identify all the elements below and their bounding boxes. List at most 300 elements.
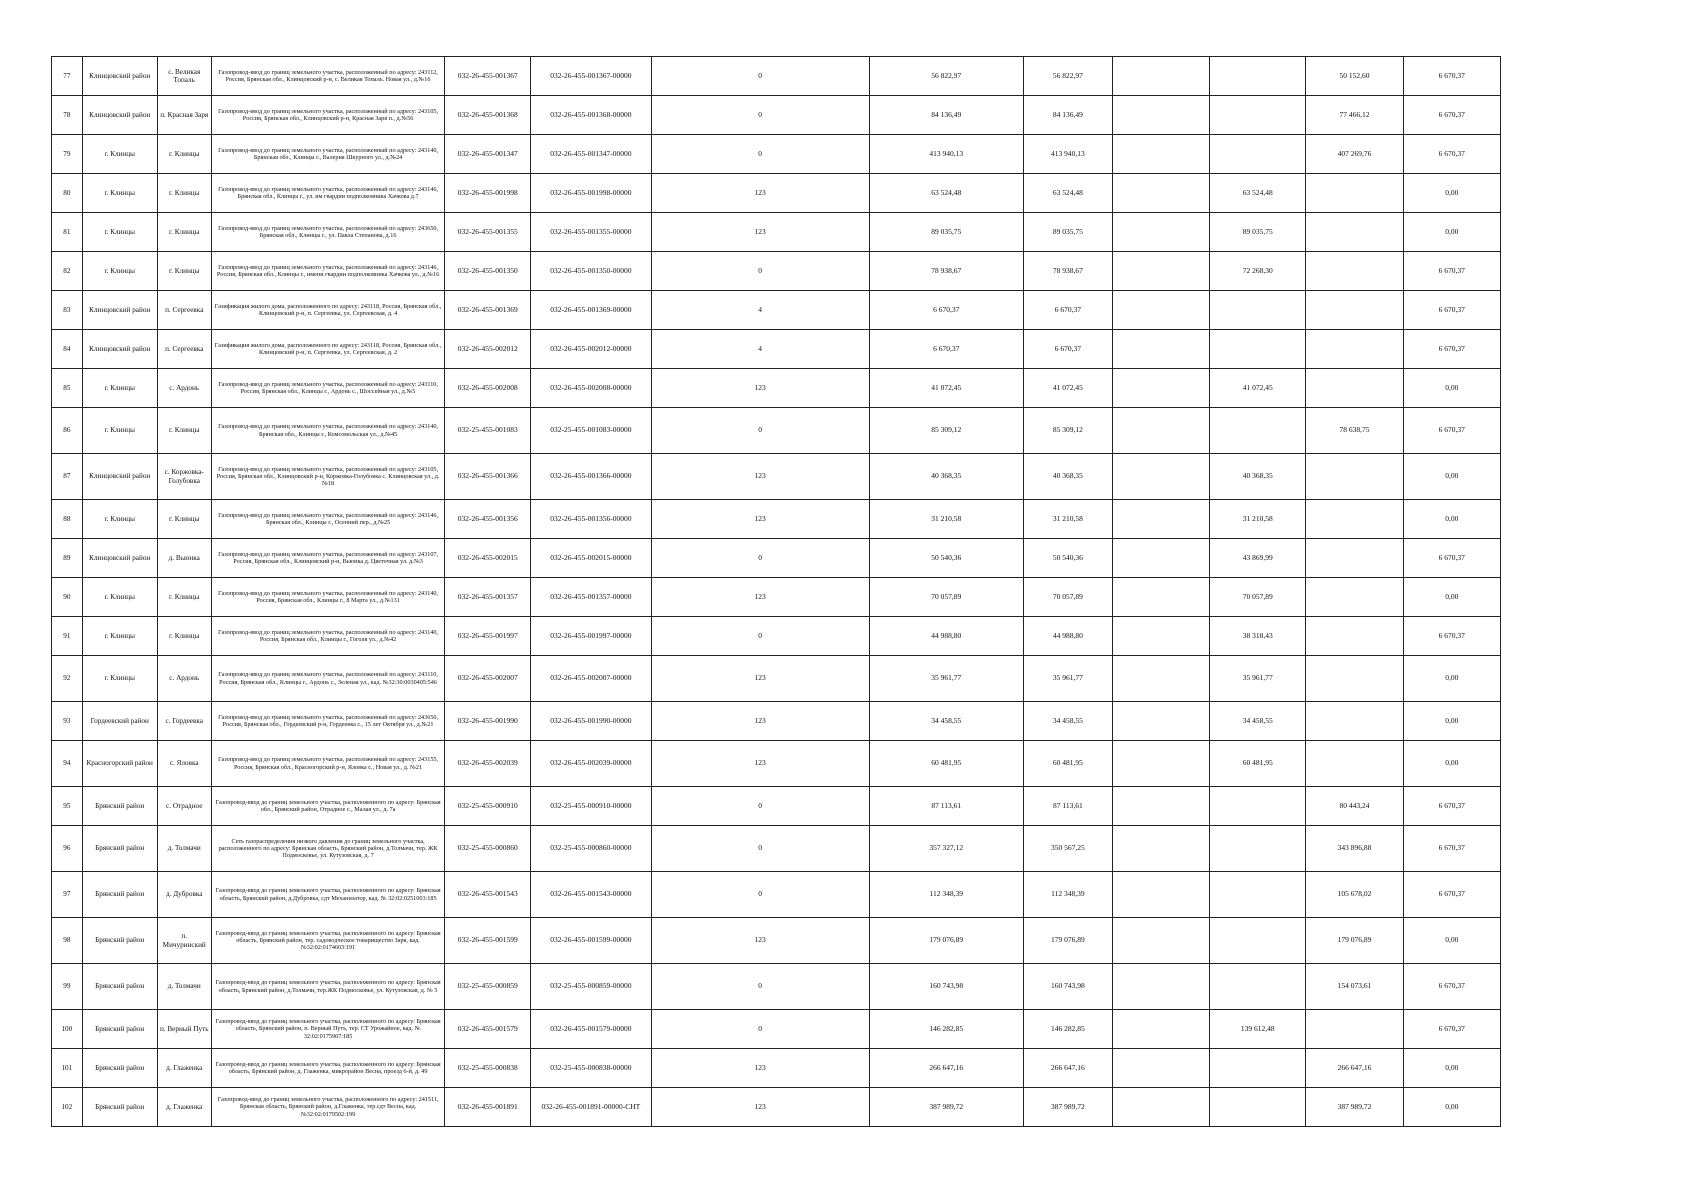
total-cost-cell: 34 458,55	[869, 702, 1023, 741]
amount-col-2-cell	[1210, 135, 1306, 174]
table-row	[52, 918, 1501, 964]
object-code-cell: 032-26-455-001355	[445, 213, 531, 252]
cost-cell: 179 076,89	[1023, 918, 1112, 964]
amount-col-4-cell: 6 670,37	[1403, 964, 1500, 1010]
locality-cell: п. Красная Заря	[157, 96, 211, 135]
object-full-code-cell: 032-25-455-000838-00000	[531, 1049, 652, 1088]
amount-col-3-cell	[1306, 174, 1403, 213]
amount-col-3-cell	[1306, 617, 1403, 656]
table-body	[52, 57, 1501, 1127]
cost-cell: 78 938,67	[1023, 252, 1112, 291]
object-description-cell: Газопровод-ввод до границ земельного участка, расположенного по адресу: Брянская область, Брянский район, д.Толмачи, тер.ЖК Подмосковье, ул. Кутузовская, д. № 5	[211, 964, 445, 1010]
object-code-cell: 032-26-455-001368	[445, 96, 531, 135]
object-description-cell: Газопровод-ввод до границ земельного участка, расположенный по адресу: 243110, Россия, Брянская обл., Клинцы г., Ардонь с., Зеленая ул., кад. №32:30:0030405:546	[211, 656, 445, 702]
object-full-code-cell: 032-26-455-001355-00000	[531, 213, 652, 252]
object-full-code-cell: 032-26-455-002008-00000	[531, 369, 652, 408]
amount-col-3-cell	[1306, 369, 1403, 408]
district-cell: Брянский район	[82, 1088, 157, 1127]
total-cost-cell: 85 309,12	[869, 408, 1023, 454]
category-cell: 0	[651, 964, 869, 1010]
amount-col-2-cell	[1210, 1049, 1306, 1088]
object-description-cell: Газификация жилого дома, расположенного по адресу: 243118, Россия, Брянская обл., Клинцовский р-н, п. Сергеевка, ул. Сергеевская, д. 4	[211, 291, 445, 330]
total-cost-cell: 179 076,89	[869, 918, 1023, 964]
locality-cell: г. Клинцы	[157, 617, 211, 656]
total-cost-cell: 112 348,39	[869, 872, 1023, 918]
object-full-code-cell: 032-26-455-002015-00000	[531, 539, 652, 578]
total-cost-cell: 266 647,16	[869, 1049, 1023, 1088]
locality-cell: г. Клинцы	[157, 174, 211, 213]
object-code-cell: 032-25-455-000859	[445, 964, 531, 1010]
object-description-cell: Газопровод-ввод до границ земельного участка, расположенный по адресу: 243140, Россия, Брянская обл., Клинцы г., 8 Марта ул., д.№131	[211, 578, 445, 617]
amount-col-1-cell	[1112, 1049, 1209, 1088]
object-description-cell: Газопровод-ввод до границ земельного участка, расположенный по адресу: 243110, Россия, Брянская обл., Клинцы г., Ардонь с., Шоссейная ул., д.№5	[211, 369, 445, 408]
table-row	[52, 369, 1501, 408]
amount-col-2-cell	[1210, 964, 1306, 1010]
total-cost-cell: 44 988,80	[869, 617, 1023, 656]
locality-cell: п. Сергеевка	[157, 291, 211, 330]
total-cost-cell: 357 327,12	[869, 826, 1023, 872]
amount-col-3-cell	[1306, 702, 1403, 741]
cost-cell: 50 540,36	[1023, 539, 1112, 578]
locality-cell: с. Великая Топаль	[157, 57, 211, 96]
total-cost-cell: 63 524,48	[869, 174, 1023, 213]
object-description-cell: Газопровод-ввод до границ земельного участка, расположенный по адресу: 243107, Россия, Брянская обл., Клинцовский р-н, Вьюнка д. Цветочная ул. д.№3	[211, 539, 445, 578]
cost-cell: 44 988,80	[1023, 617, 1112, 656]
district-cell: Брянский район	[82, 826, 157, 872]
amount-col-2-cell: 89 035,75	[1210, 213, 1306, 252]
amount-col-2-cell	[1210, 408, 1306, 454]
object-code-cell: 032-26-455-001891	[445, 1088, 531, 1127]
amount-col-4-cell: 0,00	[1403, 174, 1500, 213]
object-full-code-cell: 032-26-455-001369-00000	[531, 291, 652, 330]
object-description-cell: Газопровод-ввод до границ земельного участка, расположенный по адресу: 243650, Брянская обл., Клинцы г., ул. Павла Степанова, д.16	[211, 213, 445, 252]
amount-col-2-cell: 40 368,35	[1210, 454, 1306, 500]
district-cell: Брянский район	[82, 964, 157, 1010]
object-code-cell: 032-26-455-001599	[445, 918, 531, 964]
district-cell: Клинцовский район	[82, 539, 157, 578]
object-description-cell: Сеть газораспределения низкого давления до границ земельного участка, расположенного по адресу: Брянская область, Брянский район, д.Толмачи, тер. ЖК Подмосковье, ул. Кутузовская, д. 7	[211, 826, 445, 872]
object-description-cell: Газопровод-ввод до границ земельного участка, расположенный по адресу: 243650, Россия, Брянская обл., Гордеевский р-н, Гордеевка с., 15 лет Октября ул., д.№21	[211, 702, 445, 741]
amount-col-3-cell: 387 989,72	[1306, 1088, 1403, 1127]
row-number: 84	[52, 330, 83, 369]
locality-cell: г. Клинцы	[157, 252, 211, 291]
amount-col-2-cell: 34 458,55	[1210, 702, 1306, 741]
amount-col-1-cell	[1112, 1088, 1209, 1127]
amount-col-3-cell: 343 896,88	[1306, 826, 1403, 872]
district-cell: г. Клинцы	[82, 213, 157, 252]
district-cell: Красногорский район	[82, 741, 157, 787]
amount-col-4-cell: 6 670,37	[1403, 330, 1500, 369]
amount-col-4-cell: 6 670,37	[1403, 135, 1500, 174]
row-number: 98	[52, 918, 83, 964]
total-cost-cell: 50 540,36	[869, 539, 1023, 578]
row-number: 77	[52, 57, 83, 96]
category-cell: 123	[651, 213, 869, 252]
district-cell: Брянский район	[82, 787, 157, 826]
table-row	[52, 702, 1501, 741]
object-description-cell: Газопровод-ввод до границ земельного участка, расположенный по адресу: 243112, Россия, Брянская обл., Клинцовский р-н, с. Великая Топаль. Новая ул., д.№16	[211, 57, 445, 96]
amount-col-1-cell	[1112, 291, 1209, 330]
object-description-cell: Газопровод-ввод до границ земельного участка, расположенный по адресу: 243140, Брянская обл., Клинцы г., Комсомольская ул., д.№45	[211, 408, 445, 454]
amount-col-3-cell	[1306, 252, 1403, 291]
table-row	[52, 872, 1501, 918]
amount-col-2-cell	[1210, 918, 1306, 964]
total-cost-cell: 41 072,45	[869, 369, 1023, 408]
district-cell: г. Клинцы	[82, 578, 157, 617]
amount-col-4-cell: 0,00	[1403, 454, 1500, 500]
object-full-code-cell: 032-26-455-001368-00000	[531, 96, 652, 135]
object-full-code-cell: 032-26-455-001347-00000	[531, 135, 652, 174]
object-code-cell: 032-26-455-001579	[445, 1010, 531, 1049]
object-code-cell: 032-26-455-001357	[445, 578, 531, 617]
district-cell: г. Клинцы	[82, 408, 157, 454]
object-description-cell: Газопровод-ввод до границ земельного участка, расположенный по адресу: 243146, Россия, Брянская обл., Клинцы г., имени гвардии подполковника Хачкова ул., д.№16	[211, 252, 445, 291]
row-number: 99	[52, 964, 83, 1010]
object-full-code-cell: 032-25-455-000860-00000	[531, 826, 652, 872]
amount-col-1-cell	[1112, 578, 1209, 617]
cost-cell: 40 368,35	[1023, 454, 1112, 500]
cost-cell: 266 647,16	[1023, 1049, 1112, 1088]
amount-col-4-cell: 0,00	[1403, 213, 1500, 252]
amount-col-3-cell	[1306, 539, 1403, 578]
locality-cell: с. Отрадное	[157, 787, 211, 826]
amount-col-3-cell: 154 073,61	[1306, 964, 1403, 1010]
cost-cell: 6 670,37	[1023, 330, 1112, 369]
total-cost-cell: 6 670,37	[869, 330, 1023, 369]
amount-col-1-cell	[1112, 135, 1209, 174]
locality-cell: г. Клинцы	[157, 500, 211, 539]
amount-col-3-cell	[1306, 454, 1403, 500]
table-row	[52, 57, 1501, 96]
row-number: 79	[52, 135, 83, 174]
row-number: 95	[52, 787, 83, 826]
locality-cell: г. Клинцы	[157, 213, 211, 252]
amount-col-3-cell	[1306, 741, 1403, 787]
amount-col-1-cell	[1112, 656, 1209, 702]
object-full-code-cell: 032-26-455-001891-00000-СНТ	[531, 1088, 652, 1127]
district-cell: Клинцовский район	[82, 330, 157, 369]
table-row	[52, 578, 1501, 617]
amount-col-4-cell: 0,00	[1403, 741, 1500, 787]
category-cell: 0	[651, 135, 869, 174]
row-number: 80	[52, 174, 83, 213]
object-description-cell: Газопровод-ввод до границ земельного участка, расположенный по адресу: 243146, Брянская обл., Клинцы г., ул. им гвардии подполковника Хачкова д.7	[211, 174, 445, 213]
amount-col-2-cell	[1210, 787, 1306, 826]
amount-col-2-cell: 139 612,48	[1210, 1010, 1306, 1049]
amount-col-4-cell: 6 670,37	[1403, 252, 1500, 291]
amount-col-2-cell: 72 268,30	[1210, 252, 1306, 291]
locality-cell: с. Коржовка-Голубовка	[157, 454, 211, 500]
amount-col-2-cell	[1210, 872, 1306, 918]
amount-col-2-cell	[1210, 826, 1306, 872]
object-full-code-cell: 032-26-455-001367-00000	[531, 57, 652, 96]
table-row	[52, 252, 1501, 291]
cost-cell: 89 035,75	[1023, 213, 1112, 252]
object-full-code-cell: 032-25-455-000910-00000	[531, 787, 652, 826]
district-cell: г. Клинцы	[82, 135, 157, 174]
row-number: 86	[52, 408, 83, 454]
cost-cell: 160 743,98	[1023, 964, 1112, 1010]
row-number: 92	[52, 656, 83, 702]
locality-cell: д. Толмачи	[157, 964, 211, 1010]
cost-cell: 6 670,37	[1023, 291, 1112, 330]
category-cell: 0	[651, 408, 869, 454]
row-number: 100	[52, 1010, 83, 1049]
table-row	[52, 174, 1501, 213]
total-cost-cell: 78 938,67	[869, 252, 1023, 291]
category-cell: 0	[651, 252, 869, 291]
total-cost-cell: 6 670,37	[869, 291, 1023, 330]
object-code-cell: 032-26-455-001347	[445, 135, 531, 174]
object-full-code-cell: 032-25-455-000859-00000	[531, 964, 652, 1010]
object-full-code-cell: 032-26-455-001366-00000	[531, 454, 652, 500]
amount-col-3-cell	[1306, 213, 1403, 252]
object-full-code-cell: 032-26-455-002039-00000	[531, 741, 652, 787]
row-number: 97	[52, 872, 83, 918]
table-row	[52, 408, 1501, 454]
amount-col-4-cell: 0,00	[1403, 578, 1500, 617]
amount-col-1-cell	[1112, 787, 1209, 826]
cost-cell: 84 136,49	[1023, 96, 1112, 135]
amount-col-1-cell	[1112, 617, 1209, 656]
table-row	[52, 454, 1501, 500]
total-cost-cell: 413 940,13	[869, 135, 1023, 174]
amount-col-4-cell: 6 670,37	[1403, 539, 1500, 578]
table-row	[52, 291, 1501, 330]
district-cell: г. Клинцы	[82, 500, 157, 539]
amount-col-1-cell	[1112, 369, 1209, 408]
category-cell: 0	[651, 617, 869, 656]
amount-col-1-cell	[1112, 330, 1209, 369]
locality-cell: д. Глаженка	[157, 1088, 211, 1127]
object-full-code-cell: 032-26-455-001357-00000	[531, 578, 652, 617]
total-cost-cell: 56 822,97	[869, 57, 1023, 96]
amount-col-1-cell	[1112, 826, 1209, 872]
amount-col-3-cell: 77 466,12	[1306, 96, 1403, 135]
district-cell: Клинцовский район	[82, 291, 157, 330]
object-code-cell: 032-26-455-001997	[445, 617, 531, 656]
category-cell: 4	[651, 330, 869, 369]
amount-col-1-cell	[1112, 1010, 1209, 1049]
object-description-cell: Газопровод-ввод до границ земельного участка, расположенный по адресу: 243105, Россия, Брянская обл., Клинцовский р-н, Коржовка-Голубовка с. Клинцовская ул., д.№18	[211, 454, 445, 500]
cost-cell: 350 567,25	[1023, 826, 1112, 872]
amount-col-1-cell	[1112, 174, 1209, 213]
category-cell: 123	[651, 1049, 869, 1088]
object-full-code-cell: 032-26-455-001599-00000	[531, 918, 652, 964]
amount-col-3-cell	[1306, 330, 1403, 369]
amount-col-1-cell	[1112, 872, 1209, 918]
table-row	[52, 826, 1501, 872]
object-full-code-cell: 032-26-455-001579-00000	[531, 1010, 652, 1049]
object-description-cell: Газопровод-ввод до границ земельного участка, расположенный по адресу: 243155, Россия, Брянская обл., Красногорский р-н, Яловка с., Новая ул., д. №21	[211, 741, 445, 787]
cost-cell: 146 282,85	[1023, 1010, 1112, 1049]
locality-cell: г. Клинцы	[157, 408, 211, 454]
object-description-cell: Газопровод-ввод до границ земельного участка, расположенного по адресу: Брянская обл., Брянский район, Отрадное с., Малая ул., д. 7а	[211, 787, 445, 826]
amount-col-3-cell	[1306, 1010, 1403, 1049]
row-number: 82	[52, 252, 83, 291]
object-code-cell: 032-26-455-001998	[445, 174, 531, 213]
object-code-cell: 032-25-455-000838	[445, 1049, 531, 1088]
amount-col-1-cell	[1112, 408, 1209, 454]
district-cell: г. Клинцы	[82, 174, 157, 213]
cost-cell: 413 940,13	[1023, 135, 1112, 174]
amount-col-4-cell: 6 670,37	[1403, 57, 1500, 96]
category-cell: 123	[651, 656, 869, 702]
locality-cell: п. Мичуринский	[157, 918, 211, 964]
amount-col-1-cell	[1112, 702, 1209, 741]
amount-col-3-cell	[1306, 500, 1403, 539]
amount-col-3-cell: 78 638,75	[1306, 408, 1403, 454]
object-description-cell: Газопровод-ввод до границ земельного участка, расположенного по адресу: Брянская область, Брянский район, п. Верный Путь, тер. СТ Урожайное, кад. № 32:02:0175907:185	[211, 1010, 445, 1049]
amount-col-1-cell	[1112, 454, 1209, 500]
locality-cell: д. Вьюнка	[157, 539, 211, 578]
category-cell: 123	[651, 369, 869, 408]
amount-col-2-cell	[1210, 57, 1306, 96]
object-code-cell: 032-26-455-001543	[445, 872, 531, 918]
object-code-cell: 032-26-455-002012	[445, 330, 531, 369]
row-number: 87	[52, 454, 83, 500]
district-cell: Клинцовский район	[82, 57, 157, 96]
table-row	[52, 1010, 1501, 1049]
amount-col-3-cell: 80 443,24	[1306, 787, 1403, 826]
object-full-code-cell: 032-26-455-002012-00000	[531, 330, 652, 369]
total-cost-cell: 84 136,49	[869, 96, 1023, 135]
district-cell: г. Клинцы	[82, 656, 157, 702]
amount-col-4-cell: 6 670,37	[1403, 826, 1500, 872]
locality-cell: г. Клинцы	[157, 578, 211, 617]
cost-cell: 85 309,12	[1023, 408, 1112, 454]
amount-col-4-cell: 0,00	[1403, 1088, 1500, 1127]
amount-col-1-cell	[1112, 252, 1209, 291]
category-cell: 0	[651, 539, 869, 578]
amount-col-4-cell: 0,00	[1403, 656, 1500, 702]
district-cell: г. Клинцы	[82, 369, 157, 408]
locality-cell: п. Сергеевка	[157, 330, 211, 369]
amount-col-1-cell	[1112, 500, 1209, 539]
amount-col-2-cell: 43 869,99	[1210, 539, 1306, 578]
total-cost-cell: 146 282,85	[869, 1010, 1023, 1049]
document-sheet	[51, 56, 1501, 1127]
amount-col-3-cell	[1306, 578, 1403, 617]
category-cell: 0	[651, 872, 869, 918]
amount-col-4-cell: 0,00	[1403, 1049, 1500, 1088]
district-cell: Клинцовский район	[82, 454, 157, 500]
amount-col-2-cell	[1210, 291, 1306, 330]
amount-col-4-cell: 0,00	[1403, 702, 1500, 741]
total-cost-cell: 60 481,95	[869, 741, 1023, 787]
total-cost-cell: 89 035,75	[869, 213, 1023, 252]
row-number: 85	[52, 369, 83, 408]
object-code-cell: 032-26-455-002039	[445, 741, 531, 787]
amount-col-4-cell: 6 670,37	[1403, 872, 1500, 918]
locality-cell: д. Дубровка	[157, 872, 211, 918]
object-description-cell: Газопровод-ввод до границ земельного участка, расположенного по адресу: Брянская область, Брянский район, тер. садоводческое товарищество Заря, кад. №32:02:0174603:191	[211, 918, 445, 964]
amount-col-3-cell: 50 152,60	[1306, 57, 1403, 96]
total-cost-cell: 87 113,61	[869, 787, 1023, 826]
cost-cell: 41 072,45	[1023, 369, 1112, 408]
object-code-cell: 032-25-455-001083	[445, 408, 531, 454]
amount-col-4-cell: 0,00	[1403, 500, 1500, 539]
cost-cell: 60 481,95	[1023, 741, 1112, 787]
category-cell: 0	[651, 1010, 869, 1049]
row-number: 88	[52, 500, 83, 539]
amount-col-4-cell: 6 670,37	[1403, 1010, 1500, 1049]
object-code-cell: 032-26-455-001356	[445, 500, 531, 539]
category-cell: 123	[651, 578, 869, 617]
amount-col-3-cell	[1306, 291, 1403, 330]
category-cell: 123	[651, 174, 869, 213]
table-row	[52, 964, 1501, 1010]
locality-cell: г. Клинцы	[157, 135, 211, 174]
category-cell: 0	[651, 826, 869, 872]
row-number: 78	[52, 96, 83, 135]
amount-col-1-cell	[1112, 57, 1209, 96]
amount-col-2-cell: 38 318,43	[1210, 617, 1306, 656]
row-number: 101	[52, 1049, 83, 1088]
locality-cell: с. Гордеевка	[157, 702, 211, 741]
object-description-cell: Газопровод-ввод до границ земельного участка, расположенного по адресу: Брянская область, Брянский район, д. Глаженка, микрорайон Весна, проезд 6-й, д. 49	[211, 1049, 445, 1088]
cost-cell: 35 961,77	[1023, 656, 1112, 702]
row-number: 93	[52, 702, 83, 741]
amount-col-1-cell	[1112, 964, 1209, 1010]
category-cell: 4	[651, 291, 869, 330]
object-code-cell: 032-26-455-002015	[445, 539, 531, 578]
cost-cell: 70 057,89	[1023, 578, 1112, 617]
amount-col-4-cell: 0,00	[1403, 369, 1500, 408]
object-code-cell: 032-26-455-001350	[445, 252, 531, 291]
object-description-cell: Газопровод-ввод до границ земельного участка, расположенный по адресу: 243140, Брянская обл., Клинцы г., Валерия Шкурного ул., д.№24	[211, 135, 445, 174]
amount-col-4-cell: 6 670,37	[1403, 787, 1500, 826]
object-full-code-cell: 032-26-455-002007-00000	[531, 656, 652, 702]
category-cell: 0	[651, 57, 869, 96]
locality-cell: с. Ардонь	[157, 369, 211, 408]
table-row	[52, 500, 1501, 539]
cost-cell: 34 458,55	[1023, 702, 1112, 741]
table-row	[52, 617, 1501, 656]
object-code-cell: 032-26-455-001367	[445, 57, 531, 96]
total-cost-cell: 35 961,77	[869, 656, 1023, 702]
row-number: 91	[52, 617, 83, 656]
table-row	[52, 656, 1501, 702]
amount-col-2-cell	[1210, 1088, 1306, 1127]
cost-cell: 87 113,61	[1023, 787, 1112, 826]
object-full-code-cell: 032-26-455-001543-00000	[531, 872, 652, 918]
object-code-cell: 032-26-455-001990	[445, 702, 531, 741]
locality-cell: д. Толмачи	[157, 826, 211, 872]
object-description-cell: Газификация жилого дома, расположенного по адресу: 243118, Россия, Брянская обл., Клинцовский р-н, п. Сергеевка, ул. Сергеевская, д. 2	[211, 330, 445, 369]
object-code-cell: 032-26-455-001369	[445, 291, 531, 330]
locality-cell: с. Ардонь	[157, 656, 211, 702]
row-number: 102	[52, 1088, 83, 1127]
amount-col-2-cell: 60 481,95	[1210, 741, 1306, 787]
object-code-cell: 032-26-455-002008	[445, 369, 531, 408]
amount-col-3-cell	[1306, 656, 1403, 702]
object-description-cell: Газопровод-ввод до границ земельного участка, расположенного по адресу: 241511, Брянская область, Брянский район, д.Глаженка, тер.сдт Весна, кад. №32:02:0179502:199	[211, 1088, 445, 1127]
amount-col-2-cell: 35 961,77	[1210, 656, 1306, 702]
object-description-cell: Газопровод-ввод до границ земельного участка, расположенный по адресу: 243140, Россия, Брянская обл., Клинцы г., Гоголя ул., д.№42	[211, 617, 445, 656]
amount-col-3-cell: 407 269,76	[1306, 135, 1403, 174]
district-cell: Брянский район	[82, 1010, 157, 1049]
category-cell: 123	[651, 741, 869, 787]
object-full-code-cell: 032-26-455-001997-00000	[531, 617, 652, 656]
table-row	[52, 741, 1501, 787]
amount-col-4-cell: 6 670,37	[1403, 408, 1500, 454]
row-number: 83	[52, 291, 83, 330]
amount-col-2-cell: 41 072,45	[1210, 369, 1306, 408]
locality-cell: п. Верный Путь	[157, 1010, 211, 1049]
object-code-cell: 032-25-455-000860	[445, 826, 531, 872]
table-row	[52, 96, 1501, 135]
